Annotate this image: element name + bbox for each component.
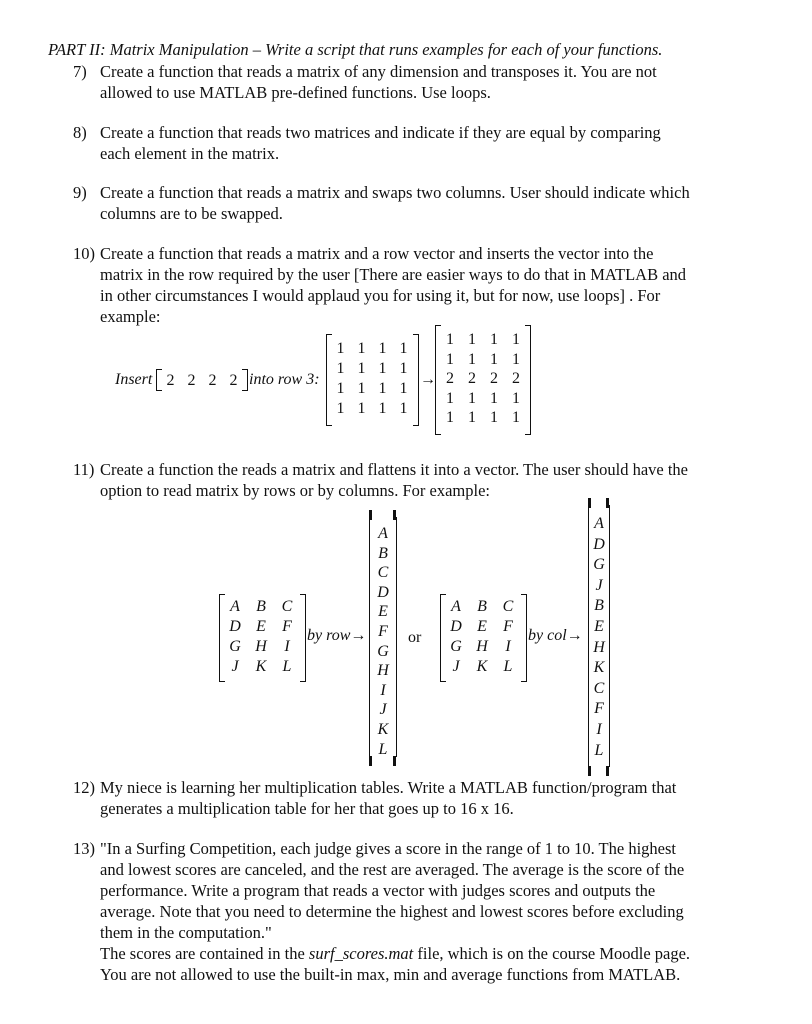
or-text: or — [408, 629, 422, 646]
matrix-cell: 1 — [446, 350, 454, 368]
vector-cell: C — [377, 564, 389, 582]
matrix-cell: 1 — [468, 350, 476, 368]
matrix-cell: F — [503, 618, 513, 635]
question-12 — [73, 777, 737, 819]
matrix-cell: 1 — [468, 389, 476, 407]
vector-cell: K — [593, 659, 605, 677]
vector-cell: 2 — [208, 372, 217, 389]
matrix-cell: C — [502, 598, 514, 615]
page-heading: PART II: Matrix Manipulation – Write a script that runs examples for each of your functions. — [48, 40, 663, 59]
matrix-after-right-bracket — [525, 325, 531, 435]
matrix-cell: 1 — [399, 400, 408, 417]
vector-cell: H — [377, 662, 389, 680]
question-9 — [73, 182, 733, 224]
matrix-cell: L — [282, 658, 292, 675]
matrix-cell: 1 — [512, 350, 520, 368]
matrix-cell: 1 — [490, 350, 498, 368]
matrix-cell: G — [450, 638, 462, 655]
matrix-cell: I — [284, 638, 290, 655]
vector-bottom-tick — [393, 756, 396, 766]
matrix-cell: I — [505, 638, 511, 655]
vector-cell: I — [380, 681, 386, 699]
vector-bottom-tick — [369, 756, 372, 766]
matrix-cell: 1 — [490, 409, 498, 426]
question-line: allowed to use MATLAB pre-defined functions. Use loops. — [100, 83, 491, 102]
matrix-cell: 1 — [490, 389, 498, 407]
question-number: 10) — [73, 244, 95, 263]
matrix-cell: 1 — [399, 380, 408, 397]
insert-vector — [160, 371, 244, 391]
vector-cell: B — [378, 544, 388, 562]
matrix-cell: 1 — [378, 340, 387, 357]
question-number: 9) — [73, 183, 87, 202]
question-line: generates a multiplication table for her that goes up to 16 x 16. — [100, 799, 514, 818]
matrix-cell: 1 — [512, 389, 520, 407]
matrix-cell: 1 — [490, 331, 498, 348]
matrix-cell: 2 — [446, 370, 454, 387]
matrix-cell: 1 — [399, 340, 408, 357]
question-line: matrix in the row required by the user [There are easier ways to do that in MATLAB and — [100, 265, 687, 284]
question-line: Create a function that reads two matrices and indicate if they are equal by comparing — [100, 123, 661, 142]
matrix-cell: 1 — [378, 400, 387, 417]
vector-cell: H — [593, 638, 605, 656]
matrix-cell: C — [281, 598, 293, 615]
matrix-cell: D — [450, 618, 462, 635]
question-line: You are not allowed to use the built-in max, min and average functions from MATLAB. — [100, 965, 681, 984]
vector-cell: D — [593, 535, 605, 553]
matrix-cell: E — [256, 618, 266, 635]
matrix-cell: K — [255, 658, 267, 675]
question-line: Create a function the reads a matrix and flattens it into a vector. The user should have the — [100, 460, 688, 479]
vector-cell: J — [595, 576, 603, 594]
vector-cell: 2 — [166, 372, 175, 389]
question-line — [100, 943, 737, 964]
col-vector — [591, 514, 607, 761]
vector-cell: D — [377, 583, 389, 601]
question-number: 8) — [73, 123, 87, 142]
question-line: Create a function that reads a matrix and a row vector and inserts the vector into the — [100, 244, 654, 263]
question-line: Create a function that reads a matrix of any dimension and transposes it. You are not — [100, 62, 657, 81]
matrix-cell: F — [282, 618, 292, 635]
matrix-cell: E — [477, 618, 487, 635]
by-col-label: by col→ — [528, 627, 583, 644]
question-10 — [73, 243, 737, 327]
arrow-icon: → — [420, 371, 436, 388]
matrix-cell: A — [230, 598, 240, 615]
matrix-cell: 1 — [446, 389, 454, 407]
vector-cell: L — [378, 740, 388, 758]
matrix-cell: 1 — [446, 409, 454, 426]
question-line: "In a Surfing Competition, each judge gives a score in the range of 1 to 10. The highest — [100, 839, 677, 858]
question-7 — [73, 61, 733, 103]
question-line: each element in the matrix. — [100, 144, 280, 163]
vector-cell: B — [594, 597, 604, 615]
matrix-cell: 1 — [512, 331, 520, 348]
matrix-cell: 1 — [357, 340, 366, 357]
question-11 — [73, 459, 737, 501]
question-line: in other circumstances I would applaud you for using it, but for now, use loops] . For — [100, 286, 661, 305]
matrix-cell: 1 — [446, 331, 454, 348]
matrix-cell: A — [451, 598, 461, 615]
vector-cell: K — [377, 720, 389, 738]
matrix-cell: 1 — [357, 400, 366, 417]
vector-cell: J — [379, 701, 387, 719]
question-number: 11) — [73, 460, 95, 479]
question-text: file, which is on the course Moodle page. — [413, 944, 691, 963]
matrix-cell: B — [256, 598, 266, 615]
by-row-label: by row→ — [307, 627, 367, 644]
matrix-before-right-bracket — [413, 334, 419, 426]
source-matrix — [222, 597, 300, 677]
question-line: average. Note that you need to determine the highest and lowest scores before excluding — [100, 902, 684, 921]
question-line: My niece is learning her multiplication tables. Write a MATLAB function/program that — [100, 778, 677, 797]
matrix-before — [330, 339, 414, 419]
matrix-right-bracket — [300, 594, 306, 682]
into-row-text: into row 3: — [249, 371, 320, 388]
matrix-cell: J — [231, 658, 239, 675]
matrix-cell: H — [476, 638, 488, 655]
vector-cell: F — [378, 622, 388, 640]
row-vector — [374, 524, 392, 759]
matrix-cell: 2 — [512, 370, 520, 387]
vector-cell: L — [594, 741, 604, 759]
matrix-cell: 1 — [468, 409, 476, 426]
vector-cell: E — [594, 617, 604, 635]
matrix-cell: G — [229, 638, 241, 655]
matrix-cell: 1 — [378, 380, 387, 397]
question-line: Create a function that reads a matrix and swaps two columns. User should indicate which — [100, 183, 690, 202]
matrix-cell: B — [477, 598, 487, 615]
matrix-cell: 1 — [336, 340, 345, 357]
insert-word: Insert — [115, 371, 153, 388]
matrix-cell: 2 — [490, 370, 498, 387]
vector-cell: C — [593, 679, 605, 697]
question-text: The scores are contained in the — [100, 944, 309, 963]
matrix-cell: 1 — [378, 360, 387, 377]
matrix-cell: 1 — [357, 380, 366, 397]
matrix-after — [439, 330, 527, 428]
vector-cell: G — [377, 642, 389, 660]
matrix-cell: 1 — [336, 380, 345, 397]
vector-cell: 2 — [229, 372, 238, 389]
vector-right-bracket — [242, 369, 248, 391]
question-line: performance. Write a program that reads a vector with judges scores and outputs the — [100, 881, 656, 900]
question-number: 7) — [73, 62, 87, 81]
matrix-cell: 2 — [468, 370, 476, 387]
question-line: columns are to be swapped. — [100, 204, 283, 223]
matrix-cell: K — [476, 658, 488, 675]
vector-cell: F — [594, 700, 604, 718]
question-number: 12) — [73, 778, 95, 797]
question-line: option to read matrix by rows or by columns. For example: — [100, 481, 490, 500]
vector-cell: A — [594, 515, 604, 532]
matrix-cell: J — [452, 658, 460, 675]
vector-cell: 2 — [187, 372, 196, 389]
vector-cell: E — [378, 603, 388, 621]
vector-cell: G — [593, 556, 605, 574]
source-matrix — [443, 597, 521, 677]
matrix-cell: 1 — [336, 360, 345, 377]
matrix-cell: L — [503, 658, 513, 675]
vector-cell: I — [596, 720, 602, 738]
question-line: example: — [100, 307, 161, 326]
matrix-cell: 1 — [512, 409, 520, 426]
question-number: 13) — [73, 839, 95, 858]
vector-bottom-tick — [588, 766, 591, 776]
question-13 — [73, 838, 737, 985]
matrix-cell: 1 — [468, 331, 476, 348]
matrix-cell: H — [255, 638, 267, 655]
vector-cell: A — [378, 525, 388, 542]
question-line: and lowest scores are canceled, and the rest are averaged. The average is the score of the — [100, 860, 685, 879]
matrix-cell: 1 — [399, 360, 408, 377]
matrix-right-bracket — [521, 594, 527, 682]
question-line: them in the computation." — [100, 923, 272, 942]
matrix-cell: 1 — [336, 400, 345, 417]
matrix-cell: D — [229, 618, 241, 635]
matrix-cell: 1 — [357, 360, 366, 377]
vector-bottom-tick — [606, 766, 609, 776]
file-name: surf_scores.mat — [308, 944, 414, 963]
question-8 — [73, 122, 733, 164]
